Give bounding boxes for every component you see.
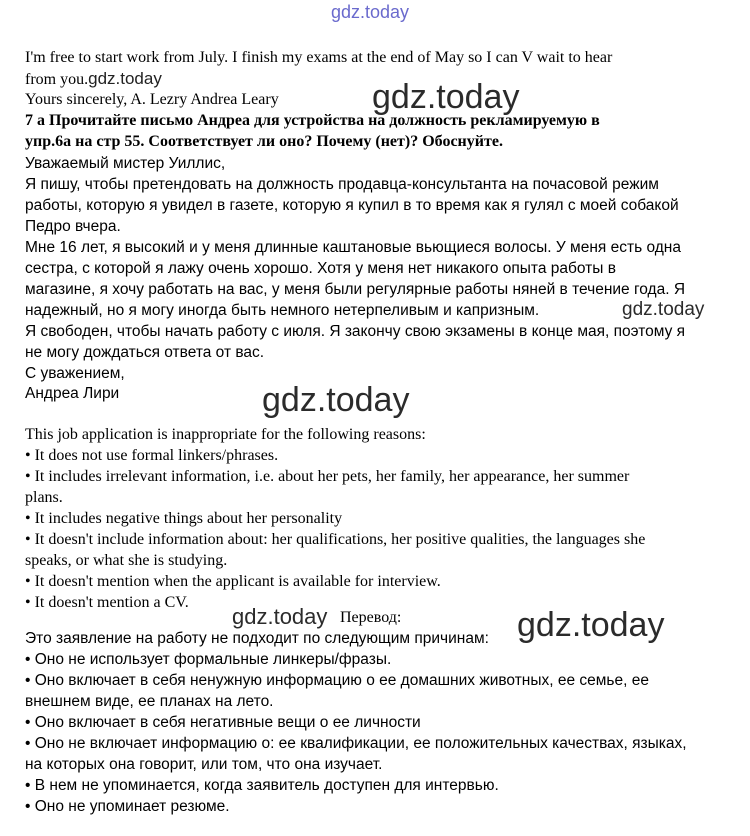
watermark-mid-1: gdz.today (232, 604, 328, 629)
analysis-ru-bullet-1: • Оно не использует формальные линкеры/фразы. (25, 651, 392, 668)
translation-p2-line-4: надежный, но я могу иногда быть немного нетерпеливым и капризным. (25, 302, 540, 319)
translation-closing: С уважением, (25, 365, 125, 382)
translation-p1-line-1: Я пишу, чтобы претендовать на должность продавца-консультанта на почасовой режим (25, 176, 659, 193)
task-heading-line-1: 7 а Прочитайте письмо Андреа для устройства на должность рекламируемую в (25, 112, 600, 129)
watermark-inline: gdz.today (88, 69, 162, 88)
analysis-en-bullet-1: • It does not use formal linkers/phrases. (25, 447, 279, 464)
analysis-en-bullet-2-line-2: plans. (25, 489, 63, 506)
analysis-ru-bullet-4-line-2: на которых она говорит, или том, что она изучает. (25, 756, 383, 773)
analysis-ru-bullet-6: • Оно не упоминает резюме. (25, 798, 230, 815)
translation-p2-line-1: Мне 16 лет, я высокий и у меня длинные каштановые вьющиеся волосы. У меня есть одна (25, 239, 681, 256)
translation-p2-line-3: магазине, я хочу работать на вас, у меня были регулярные работы няней в течение года. Я (25, 281, 686, 298)
analysis-en-bullet-2-line-1: • It includes irrelevant information, i.e. about her pets, her family, her appearance, her summer (25, 468, 630, 485)
analysis-en-bullet-4-line-1: • It doesn't include information about: her qualifications, her positive qualities, the languages she (25, 531, 646, 548)
analysis-en-bullet-3: • It includes negative things about her personality (25, 510, 343, 527)
watermark-big-3: gdz.today (517, 606, 665, 644)
letter-signature: Yours sincerely, A. Lezry Andrea Leary (25, 91, 279, 108)
analysis-ru-bullet-4-line-1: • Оно не включает информацию о: ее квалификации, ее положительных качествах, языках, (25, 735, 687, 752)
analysis-ru-bullet-5: • В нем не упоминается, когда заявитель доступен для интервью. (25, 777, 499, 794)
analysis-ru-bullet-2-line-1: • Оно включает в себя ненужную информацию о ее домашних животных, ее семье, ее (25, 672, 649, 689)
watermark-small-1: gdz.today (622, 299, 705, 320)
translation-label: Перевод: (340, 609, 402, 626)
letter-end-line-2 (25, 69, 162, 90)
analysis-ru-bullet-2-line-2: внешнем виде, ее планах на лето. (25, 693, 274, 710)
letter-end-line-2-text: from you. (25, 71, 89, 88)
watermark-top: gdz.today (331, 2, 410, 22)
translation-p1-line-2: работы, которую я увидел в газете, которую я купил в то время как я гулял с моей собакой (25, 197, 679, 214)
analysis-en-intro: This job application is inappropriate for the following reasons: (25, 426, 426, 443)
task-heading-line-2: упр.6а на стр 55. Соответствует ли оно? Почему (нет)? Обоснуйте. (25, 133, 503, 150)
watermark-big-2: gdz.today (262, 381, 410, 419)
translation-greeting: Уважаемый мистер Уиллис, (25, 155, 226, 172)
watermark-big-1: gdz.today (372, 78, 520, 116)
translation-p3-line-2: не могу дождаться ответа от вас. (25, 344, 265, 361)
translation-name: Андреа Лири (25, 385, 120, 402)
translation-p2-line-2: сестра, с которой я лажу очень хорошо. Хотя у меня нет никакого опыта работы в (25, 260, 616, 277)
analysis-en-bullet-4-line-2: speaks, or what she is studying. (25, 552, 228, 569)
analysis-en-bullet-5: • It doesn't mention when the applicant is available for interview. (25, 573, 441, 590)
analysis-ru-intro: Это заявление на работу не подходит по следующим причинам: (25, 630, 489, 647)
translation-p3-line-1: Я свободен, чтобы начать работу с июля. Я закончу свою экзамены в конце мая, поэтому я (25, 323, 686, 340)
analysis-en-bullet-6: • It doesn't mention a CV. (25, 594, 189, 611)
translation-p1-line-3: Педро вчера. (25, 218, 121, 235)
analysis-ru-bullet-3: • Оно включает в себя негативные вещи о ее личности (25, 714, 421, 731)
letter-end-line-1: I'm free to start work from July. I finish my exams at the end of May so I can V wait to hear (25, 49, 613, 66)
